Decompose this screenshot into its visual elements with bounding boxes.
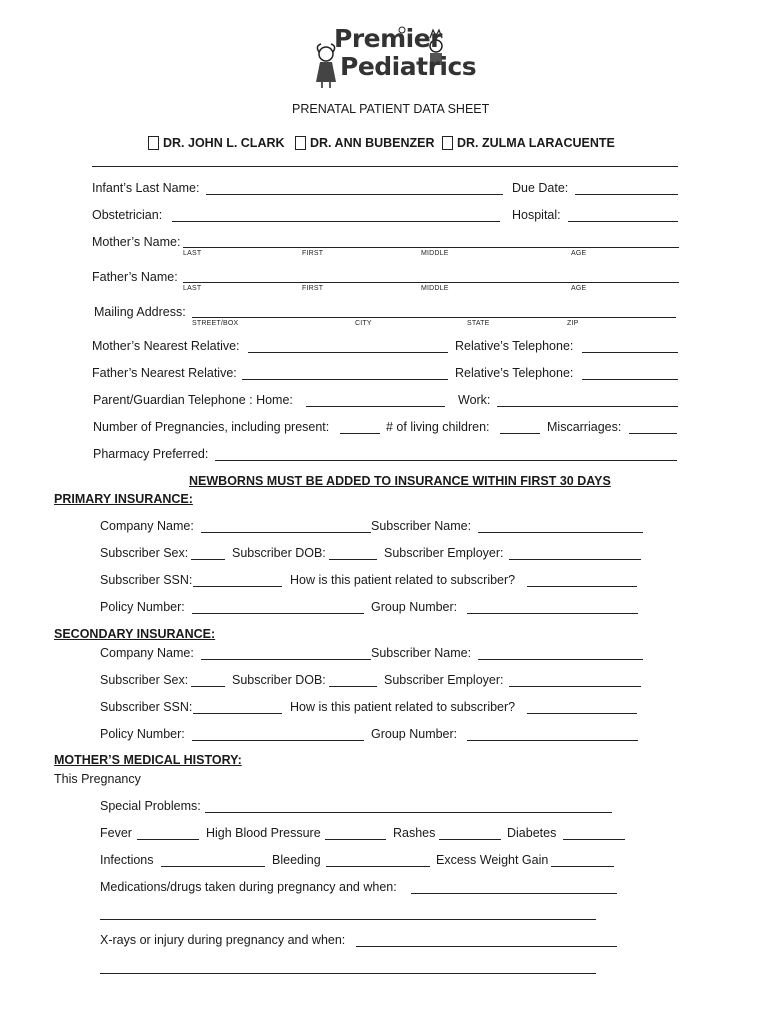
fathers-relative-phone-field[interactable]	[582, 379, 678, 380]
living-children-field[interactable]	[500, 433, 540, 434]
primary-insurance-heading: PRIMARY INSURANCE:	[54, 492, 193, 506]
subscriber-employer-label: Subscriber Employer:	[384, 673, 504, 687]
sub-state: STATE	[467, 320, 490, 327]
sub-age: AGE	[571, 285, 587, 292]
excess-weight-label: Excess Weight Gain	[436, 853, 549, 867]
this-pregnancy-label: This Pregnancy	[54, 772, 141, 786]
medical-history-heading: MOTHER’S MEDICAL HISTORY:	[54, 753, 242, 767]
obstetrician-label: Obstetrician:	[92, 208, 163, 222]
primary-subscriber-name-field[interactable]	[478, 532, 643, 533]
checkbox[interactable]	[295, 136, 306, 150]
primary-relation-field[interactable]	[527, 586, 637, 587]
doctor-option-clark[interactable]: DR. JOHN L. CLARK	[148, 136, 285, 150]
diabetes-label: Diabetes	[507, 826, 557, 840]
special-problems-field[interactable]	[205, 812, 612, 813]
medications-field[interactable]	[411, 893, 617, 894]
subscriber-employer-label: Subscriber Employer:	[384, 546, 504, 560]
medications-label: Medications/drugs taken during pregnancy and when:	[100, 880, 397, 894]
pregnancies-label: Number of Pregnancies, including present:	[93, 420, 330, 434]
secondary-ssn-field[interactable]	[193, 713, 282, 714]
mothers-name-label: Mother’s Name:	[92, 235, 181, 249]
pharmacy-field[interactable]	[215, 460, 677, 461]
subscriber-dob-label: Subscriber DOB:	[232, 673, 326, 687]
subscriber-name-label: Subscriber Name:	[371, 646, 472, 660]
mailing-address-field[interactable]	[192, 317, 676, 318]
infant-last-name-field[interactable]	[206, 194, 503, 195]
fever-field[interactable]	[137, 839, 199, 840]
mothers-relative-label: Mother’s Nearest Relative:	[92, 339, 240, 353]
sub-middle: MIDDLE	[421, 250, 449, 257]
rashes-label: Rashes	[393, 826, 436, 840]
mothers-relative-phone-field[interactable]	[582, 352, 678, 353]
secondary-group-field[interactable]	[467, 740, 638, 741]
sub-last: LAST	[183, 250, 202, 257]
sub-middle: MIDDLE	[421, 285, 449, 292]
subscriber-sex-label: Subscriber Sex:	[100, 546, 189, 560]
mailing-address-label: Mailing Address:	[94, 305, 186, 319]
relative-phone-label: Relative’s Telephone:	[455, 339, 574, 353]
due-date-field[interactable]	[575, 194, 678, 195]
page-title: PRENATAL PATIENT DATA SHEET	[292, 102, 490, 116]
subscriber-ssn-label: Subscriber SSN:	[100, 573, 193, 587]
primary-group-field[interactable]	[467, 613, 638, 614]
sub-first: FIRST	[302, 250, 324, 257]
obstetrician-field[interactable]	[172, 221, 500, 222]
logo-line1: Premier	[334, 24, 443, 53]
xrays-field[interactable]	[356, 946, 617, 947]
checkbox[interactable]	[442, 136, 453, 150]
fathers-relative-label: Father’s Nearest Relative:	[92, 366, 237, 380]
secondary-dob-field[interactable]	[329, 686, 377, 687]
bleeding-label: Bleeding	[272, 853, 321, 867]
due-date-label: Due Date:	[512, 181, 569, 195]
work-label: Work:	[458, 393, 491, 407]
group-number-label: Group Number:	[371, 727, 458, 741]
fever-label: Fever	[100, 826, 132, 840]
infant-last-name-label: Infant’s Last Name:	[92, 181, 200, 195]
secondary-employer-field[interactable]	[509, 686, 641, 687]
subscriber-name-label: Subscriber Name:	[371, 519, 472, 533]
sub-city: CITY	[355, 320, 372, 327]
checkbox[interactable]	[148, 136, 159, 150]
high-bp-field[interactable]	[325, 839, 386, 840]
fathers-relative-field[interactable]	[242, 379, 448, 380]
subscriber-sex-label: Subscriber Sex:	[100, 673, 189, 687]
relative-phone-label: Relative’s Telephone:	[455, 366, 574, 380]
secondary-sex-field[interactable]	[191, 686, 225, 687]
bleeding-field[interactable]	[326, 866, 430, 867]
logo-line2: Pediatrics	[340, 52, 477, 81]
primary-policy-field[interactable]	[192, 613, 364, 614]
mothers-name-field[interactable]	[183, 247, 679, 248]
secondary-company-field[interactable]	[201, 659, 371, 660]
group-number-label: Group Number:	[371, 600, 458, 614]
home-phone-field[interactable]	[306, 406, 445, 407]
company-name-label: Company Name:	[100, 519, 194, 533]
infections-label: Infections	[100, 853, 154, 867]
sub-age: AGE	[571, 250, 587, 257]
hospital-field[interactable]	[568, 221, 678, 222]
xrays-label: X-rays or injury during pregnancy and when:	[100, 933, 346, 947]
diabetes-field[interactable]	[563, 839, 625, 840]
subscriber-dob-label: Subscriber DOB:	[232, 546, 326, 560]
mothers-relative-field[interactable]	[248, 352, 448, 353]
sub-street: STREET/BOX	[192, 320, 239, 327]
primary-ssn-field[interactable]	[193, 586, 282, 587]
primary-dob-field[interactable]	[329, 559, 377, 560]
guardian-phone-label: Parent/Guardian Telephone : Home:	[93, 393, 293, 407]
high-bp-label: High Blood Pressure	[206, 826, 321, 840]
relation-label: How is this patient related to subscriber?	[290, 573, 516, 587]
sub-first: FIRST	[302, 285, 324, 292]
primary-sex-field[interactable]	[191, 559, 225, 560]
secondary-policy-field[interactable]	[192, 740, 364, 741]
special-problems-label: Special Problems:	[100, 799, 201, 813]
secondary-insurance-heading: SECONDARY INSURANCE:	[54, 627, 216, 641]
subscriber-ssn-label: Subscriber SSN:	[100, 700, 193, 714]
secondary-relation-field[interactable]	[527, 713, 637, 714]
infections-field[interactable]	[161, 866, 265, 867]
policy-number-label: Policy Number:	[100, 600, 185, 614]
primary-company-field[interactable]	[201, 532, 371, 533]
miscarriages-field[interactable]	[629, 433, 677, 434]
fathers-name-field[interactable]	[183, 282, 679, 283]
doctor-option-laracuente[interactable]: DR. ZULMA LARACUENTE	[442, 136, 615, 150]
policy-number-label: Policy Number:	[100, 727, 185, 741]
doctor-option-bubenzer[interactable]: DR. ANN BUBENZER	[295, 136, 435, 150]
sub-last: LAST	[183, 285, 202, 292]
work-phone-field[interactable]	[497, 406, 678, 407]
excess-weight-field[interactable]	[551, 866, 614, 867]
miscarriages-label: Miscarriages:	[547, 420, 622, 434]
living-children-label: # of living children:	[386, 420, 490, 434]
secondary-subscriber-name-field[interactable]	[478, 659, 643, 660]
company-name-label: Company Name:	[100, 646, 194, 660]
fathers-name-label: Father’s Name:	[92, 270, 178, 284]
hospital-label: Hospital:	[512, 208, 561, 222]
newborn-notice: NEWBORNS MUST BE ADDED TO INSURANCE WITHIN FIRST 30 DAYS	[189, 474, 611, 488]
sub-zip: ZIP	[567, 320, 579, 327]
pregnancies-field[interactable]	[340, 433, 380, 434]
primary-employer-field[interactable]	[509, 559, 641, 560]
divider	[92, 166, 678, 167]
relation-label: How is this patient related to subscriber?	[290, 700, 516, 714]
rashes-field[interactable]	[439, 839, 501, 840]
pharmacy-label: Pharmacy Preferred:	[93, 447, 209, 461]
xrays-field-2[interactable]	[100, 973, 596, 974]
logo	[312, 18, 477, 88]
medications-field-2[interactable]	[100, 919, 596, 920]
